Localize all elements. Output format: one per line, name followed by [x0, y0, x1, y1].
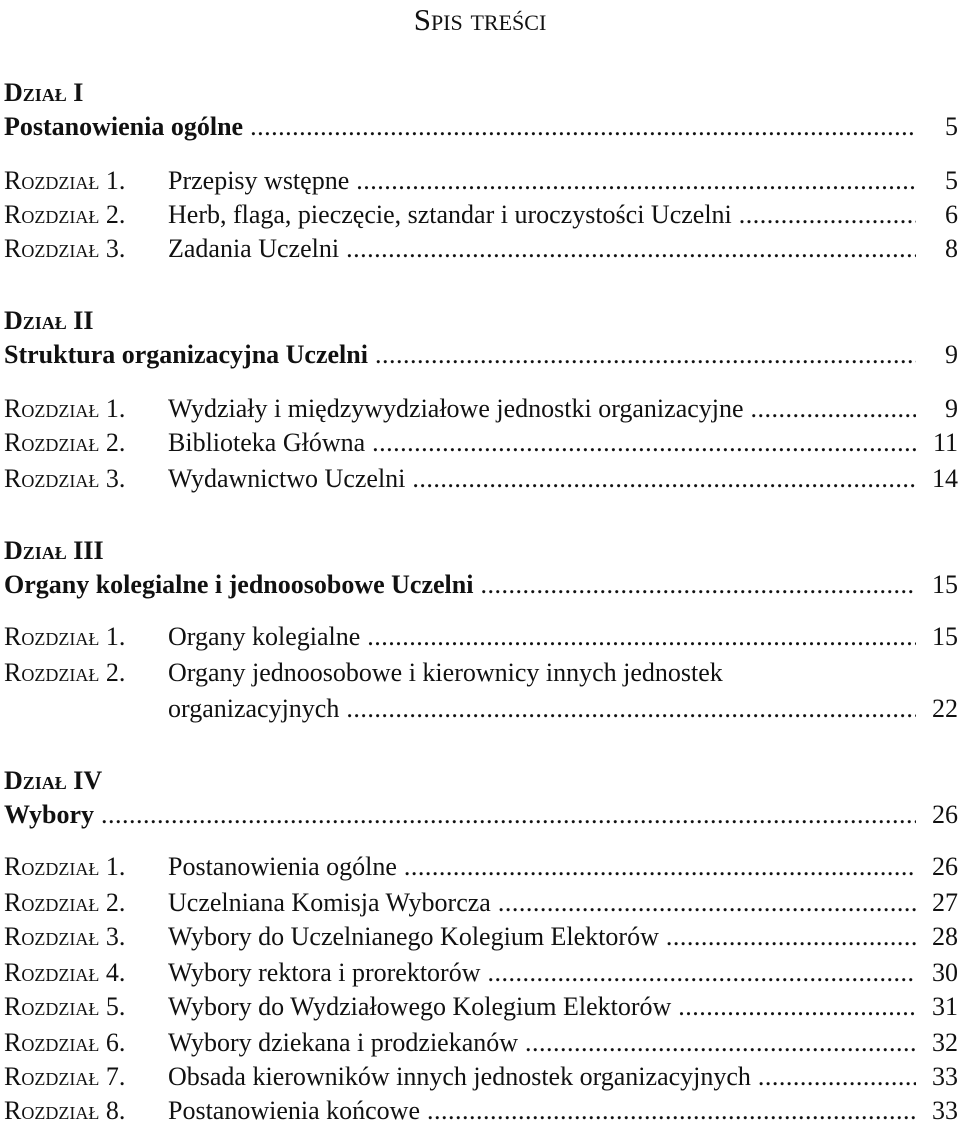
toc-entry[interactable] — [4, 166, 960, 196]
chapter-label: Rozdział 8. — [4, 1096, 126, 1125]
toc-entry[interactable] — [4, 852, 960, 882]
toc-entry[interactable] — [4, 1096, 960, 1126]
section-label: Dział I — [4, 78, 84, 107]
chapter-title-continuation: organizacyjnych ..... — [168, 694, 916, 724]
page-number: 26 — [932, 852, 958, 881]
toc-entry[interactable] — [4, 234, 960, 264]
chapter-title: Wydawnictwo Uczelni ..... — [168, 464, 916, 494]
page-number: 27 — [932, 888, 958, 917]
chapter-label: Rozdział 7. — [4, 1062, 126, 1091]
chapter-title: Wybory dziekana i prodziekanów ..... — [168, 1028, 916, 1058]
chapter-title: Biblioteka Główna ..... — [168, 428, 916, 458]
toc-entry[interactable] — [4, 1062, 960, 1092]
page-number: 32 — [932, 1028, 958, 1057]
chapter-label: Rozdział 2. — [4, 200, 126, 229]
page-number: 28 — [932, 922, 958, 951]
toc-entry[interactable] — [4, 992, 960, 1022]
toc-entry[interactable] — [4, 200, 960, 230]
page-number: 31 — [932, 992, 958, 1021]
page-number: 22 — [932, 694, 958, 723]
chapter-title: Wydziały i międzywydziałowe jednostki organizacyjne ..... — [168, 394, 916, 424]
section-heading-row[interactable] — [4, 340, 960, 370]
chapter-label: Rozdział 1. — [4, 166, 126, 195]
page-number: 15 — [932, 622, 958, 651]
toc-entry[interactable] — [4, 658, 960, 688]
toc-entry-continuation[interactable] — [4, 694, 960, 724]
toc-entry[interactable] — [4, 428, 960, 458]
section-heading: Wybory ..... — [4, 800, 916, 830]
page-number: 26 — [932, 800, 958, 829]
toc-entry[interactable] — [4, 1028, 960, 1058]
page-number: 30 — [932, 958, 958, 987]
chapter-title: Postanowienia ogólne ..... — [168, 852, 916, 882]
toc-entry[interactable] — [4, 958, 960, 988]
page-number: 33 — [932, 1062, 958, 1091]
page-title: Spis treści — [413, 2, 547, 37]
section-label: Dział II — [4, 306, 94, 335]
chapter-label: Rozdział 1. — [4, 622, 126, 651]
chapter-label: Rozdział 6. — [4, 1028, 126, 1057]
page-number: 6 — [945, 200, 958, 229]
page-number: 15 — [932, 570, 958, 599]
toc-entry[interactable] — [4, 464, 960, 494]
chapter-title: Przepisy wstępne ..... — [168, 166, 916, 196]
section-label: Dział IV — [4, 766, 103, 795]
section-heading-row[interactable] — [4, 800, 960, 830]
chapter-title: Organy jednoosobowe i kierownicy innych jednostek — [168, 658, 723, 687]
section-heading: Postanowienia ogólne ..... — [4, 112, 916, 142]
chapter-title: Postanowienia końcowe ..... — [168, 1096, 916, 1126]
section-heading-row[interactable] — [4, 570, 960, 600]
toc-entry[interactable] — [4, 922, 960, 952]
chapter-label: Rozdział 5. — [4, 992, 126, 1021]
chapter-label: Rozdział 3. — [4, 464, 126, 493]
chapter-label: Rozdział 4. — [4, 958, 126, 987]
chapter-title: Wybory rektora i prorektorów ..... — [168, 958, 916, 988]
page-number: 9 — [945, 394, 958, 423]
chapter-title: Wybory do Wydziałowego Kolegium Elektorów ..... — [168, 992, 916, 1022]
section-heading-row[interactable] — [4, 112, 960, 142]
page-number: 9 — [945, 340, 958, 369]
chapter-label: Rozdział 2. — [4, 428, 126, 457]
section-label: Dział III — [4, 536, 104, 565]
chapter-title: Wybory do Uczelnianego Kolegium Elektorów ..... — [168, 922, 916, 952]
chapter-title: Organy kolegialne ..... — [168, 622, 916, 652]
page-number: 5 — [945, 112, 958, 141]
chapter-label: Rozdział 2. — [4, 658, 126, 687]
chapter-title: Herb, flaga, pieczęcie, sztandar i uroczystości Uczelni ..... — [168, 200, 916, 230]
page-number: 11 — [932, 428, 958, 457]
chapter-label: Rozdział 1. — [4, 394, 126, 423]
page-number: 14 — [932, 464, 958, 493]
toc-entry[interactable] — [4, 394, 960, 424]
chapter-label: Rozdział 1. — [4, 852, 126, 881]
chapter-label: Rozdział 3. — [4, 922, 126, 951]
page-number: 8 — [945, 234, 958, 263]
section-heading: Struktura organizacyjna Uczelni ..... — [4, 340, 916, 370]
toc-entry[interactable] — [4, 622, 960, 652]
chapter-title: Obsada kierowników innych jednostek organizacyjnych ..... — [168, 1062, 916, 1092]
page-number: 5 — [945, 166, 958, 195]
chapter-label: Rozdział 3. — [4, 234, 126, 263]
chapter-title: Uczelniana Komisja Wyborcza ..... — [168, 888, 916, 918]
chapter-title: Zadania Uczelni ..... — [168, 234, 916, 264]
page-number: 33 — [932, 1096, 958, 1125]
toc-entry[interactable] — [4, 888, 960, 918]
section-heading: Organy kolegialne i jednoosobowe Uczelni ..... — [4, 570, 916, 600]
chapter-label: Rozdział 2. — [4, 888, 126, 917]
